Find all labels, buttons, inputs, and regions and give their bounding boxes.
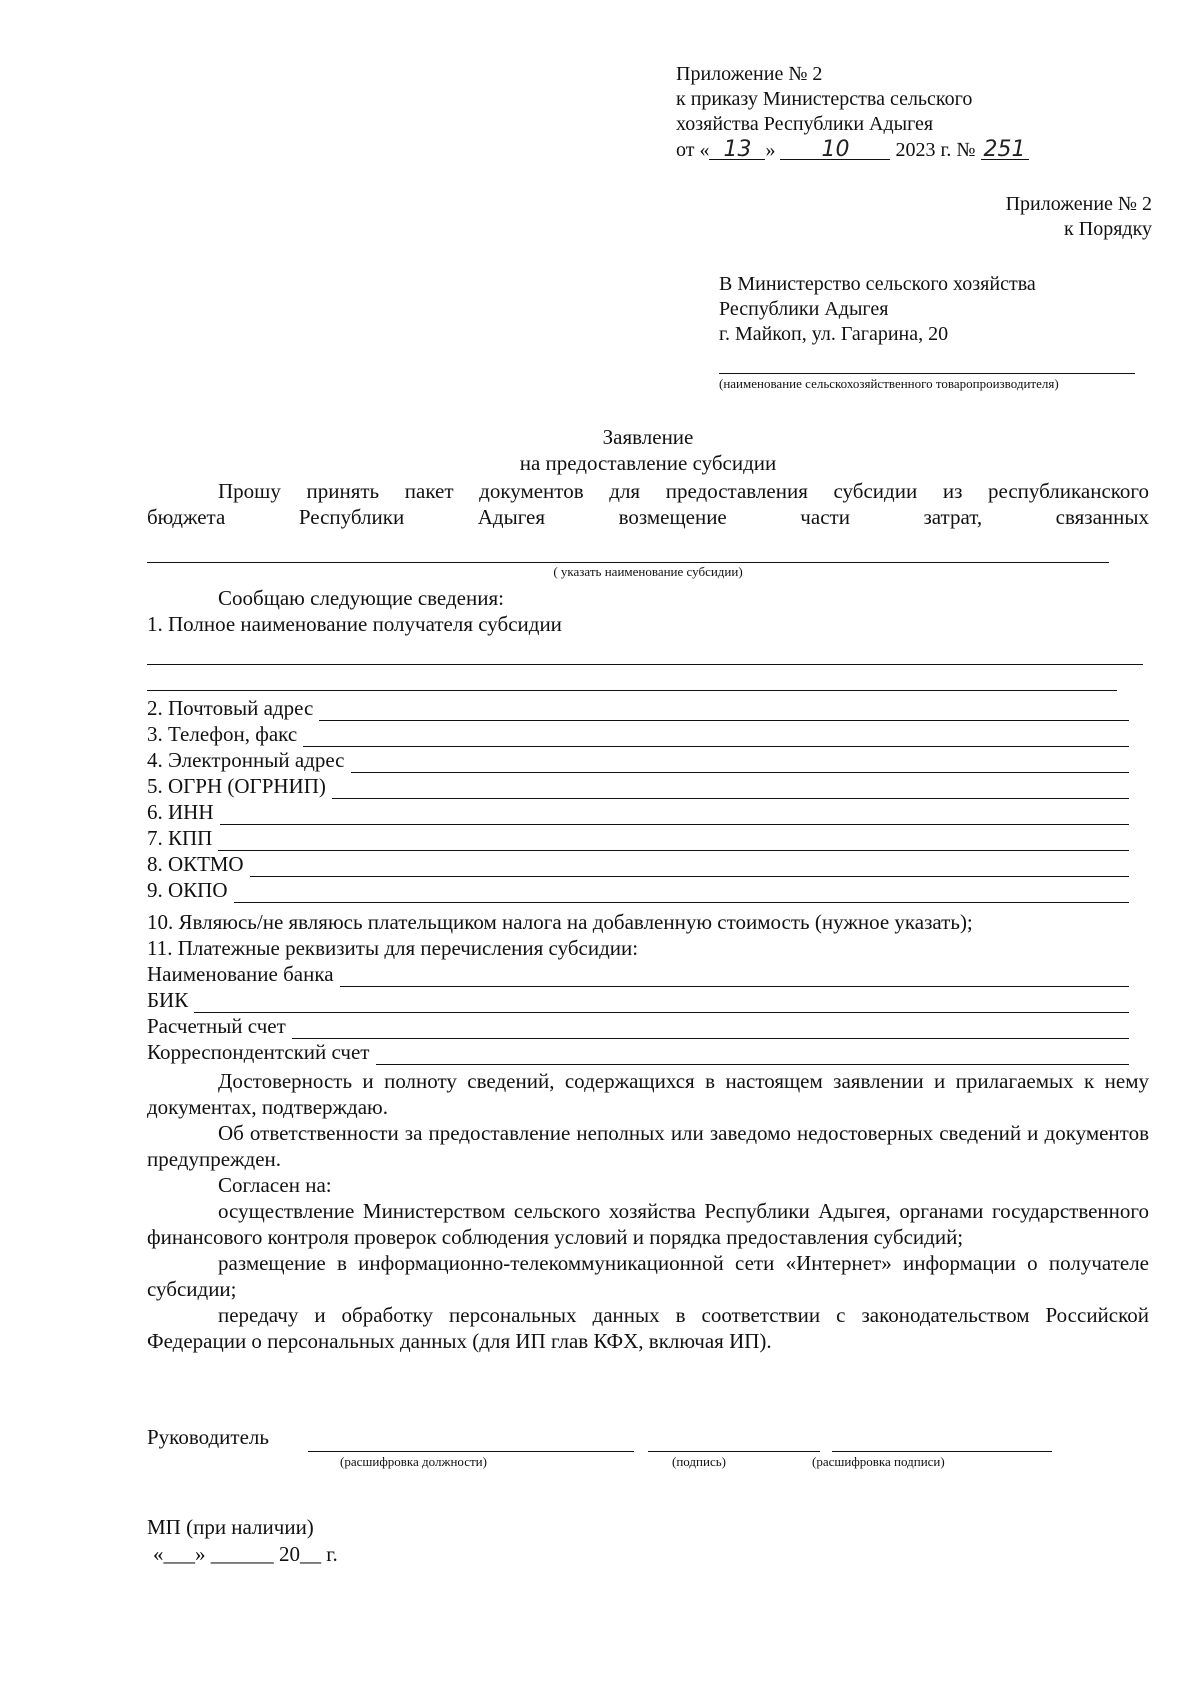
field-correspondent-account[interactable] xyxy=(147,1039,1129,1065)
field-line[interactable] xyxy=(351,754,1130,773)
header-attachment xyxy=(676,62,1156,163)
field-label: Корреспондентский счет xyxy=(147,1039,370,1064)
paragraph-agree: Согласен на: xyxy=(218,1173,332,1197)
paragraph-inspection: осуществление Министерством сельского хозяйства Республики Адыгея, органами государственного финансового контроля проверок соблюдения условий и порядка предоставления субсидий; xyxy=(147,1199,1149,1249)
paragraph-reliability: Достоверность и полноту сведений, содержащихся в настоящем заявлении и прилагаемых к нему документах, подтверждаю. xyxy=(147,1069,1149,1119)
item-1-label: 1. Полное наименование получателя субсидии xyxy=(147,612,562,636)
item-10: 10. Являюсь/не являюсь плательщиком налога на добавленную стоимость (нужное указать); xyxy=(147,910,973,934)
subsidy-name-line xyxy=(147,561,1109,563)
attachment-order xyxy=(800,192,1152,242)
caption-name: (расшифровка подписи) xyxy=(812,1454,945,1469)
field-label: 7. КПП xyxy=(147,825,213,850)
header-line-1: Приложение № 2 xyxy=(676,63,823,85)
producer-name-caption: (наименование сельскохозяйственного товаропроизводителя) xyxy=(719,376,1059,391)
caption-signature: (подпись) xyxy=(672,1454,726,1469)
field-label: 2. Почтовый адрес xyxy=(147,695,314,720)
item-1-line-a xyxy=(147,663,1143,665)
info-heading: Сообщаю следующие сведения: xyxy=(218,586,504,610)
field-label: 8. ОКТМО xyxy=(147,851,244,876)
field-label: Расчетный счет xyxy=(147,1013,286,1038)
stamp-date: «___» ______ 20__ г. xyxy=(153,1542,338,1566)
date-mid: » xyxy=(765,139,776,161)
header-line-3: хозяйства Республики Адыгея xyxy=(676,113,934,135)
signature-label: Руководитель xyxy=(147,1425,269,1449)
stamp-label: МП (при наличии) xyxy=(147,1515,314,1539)
field-line[interactable] xyxy=(292,1020,1129,1039)
field-bik[interactable] xyxy=(147,987,1129,1013)
item-1-line-b xyxy=(147,689,1117,691)
paragraph-internet: размещение в информационно-телекоммуникационной сети «Интернет» информации о получателе субсидии; xyxy=(147,1251,1149,1301)
addressee-block xyxy=(719,272,1159,347)
position-line[interactable] xyxy=(308,1450,634,1452)
field-line[interactable] xyxy=(376,1046,1130,1065)
stamp-block xyxy=(147,1514,338,1568)
field-inn[interactable] xyxy=(147,799,1129,825)
attachment-order-line-2: к Порядку xyxy=(1064,218,1152,240)
field-ogrn[interactable] xyxy=(147,773,1129,799)
title-line-2: на предоставление субсидии xyxy=(519,451,777,475)
addressee-line-2: Республики Адыгея xyxy=(719,298,889,320)
caption-position: (расшифровка должности) xyxy=(340,1454,487,1469)
field-line[interactable] xyxy=(332,780,1129,799)
field-okpo[interactable] xyxy=(147,877,1129,903)
header-line-2: к приказу Министерства сельского xyxy=(676,88,973,110)
field-kpp[interactable] xyxy=(147,825,1129,851)
fields-block xyxy=(147,695,1129,903)
field-line[interactable] xyxy=(234,884,1129,903)
field-label: 4. Электронный адрес xyxy=(147,747,345,772)
field-phone-fax[interactable] xyxy=(147,721,1129,747)
field-line[interactable] xyxy=(218,832,1129,851)
document-title xyxy=(147,424,1149,476)
field-label: 9. ОКПО xyxy=(147,877,228,902)
field-label: БИК xyxy=(147,987,189,1012)
addressee-line-1: В Министерство сельского хозяйства xyxy=(719,273,1036,295)
date-month: 10 xyxy=(780,137,890,160)
field-line[interactable] xyxy=(220,806,1130,825)
title-line-1: Заявление xyxy=(602,425,694,449)
field-line[interactable] xyxy=(340,968,1129,987)
consent-paragraphs xyxy=(147,1068,1149,1354)
field-line[interactable] xyxy=(250,858,1129,877)
header-date-line xyxy=(676,137,1156,163)
info-block xyxy=(147,585,1149,637)
signature-line[interactable] xyxy=(648,1450,820,1452)
paragraph-responsibility: Об ответственности за предоставление неполных или заведомо недостоверных сведений и документов предупрежден. xyxy=(147,1121,1149,1171)
bank-fields-block xyxy=(147,961,1129,1065)
attachment-order-line-1: Приложение № 2 xyxy=(1005,193,1152,215)
field-email[interactable] xyxy=(147,747,1129,773)
intro-line-2: бюджета Республики Адыгея возмещение части затрат, связанных xyxy=(147,505,1149,529)
field-line[interactable] xyxy=(319,702,1129,721)
date-year: 2023 г. № xyxy=(895,139,976,161)
addressee-line-3: г. Майкоп, ул. Гагарина, 20 xyxy=(719,323,949,345)
field-label: 5. ОГРН (ОГРНИП) xyxy=(147,773,326,798)
producer-name-line xyxy=(719,372,1135,374)
paragraph-personal-data: передачу и обработку персональных данных в соответствии с законодательством Российской Федерации о персональных данных (для ИП глав КФХ, включая ИП). xyxy=(147,1303,1149,1353)
subsidy-name-caption: ( указать наименование субсидии) xyxy=(553,564,743,579)
field-label: 3. Телефон, факс xyxy=(147,721,298,746)
items-10-11 xyxy=(147,909,1149,961)
field-settlement-account[interactable] xyxy=(147,1013,1129,1039)
field-line[interactable] xyxy=(194,994,1129,1013)
name-line[interactable] xyxy=(832,1450,1052,1452)
field-line[interactable] xyxy=(303,728,1129,747)
field-oktmo[interactable] xyxy=(147,851,1129,877)
order-number: 251 xyxy=(981,137,1029,160)
date-day: 13 xyxy=(709,137,765,160)
field-postal-address[interactable] xyxy=(147,695,1129,721)
field-bank-name[interactable] xyxy=(147,961,1129,987)
date-prefix: от « xyxy=(676,139,710,161)
field-label: Наименование банка xyxy=(147,961,334,986)
intro-block xyxy=(147,478,1149,530)
field-label: 6. ИНН xyxy=(147,799,214,824)
intro-line-1: Прошу принять пакет документов для предоставления субсидии из республиканского xyxy=(218,479,1149,503)
item-11: 11. Платежные реквизиты для перечисления субсидии: xyxy=(147,936,639,960)
